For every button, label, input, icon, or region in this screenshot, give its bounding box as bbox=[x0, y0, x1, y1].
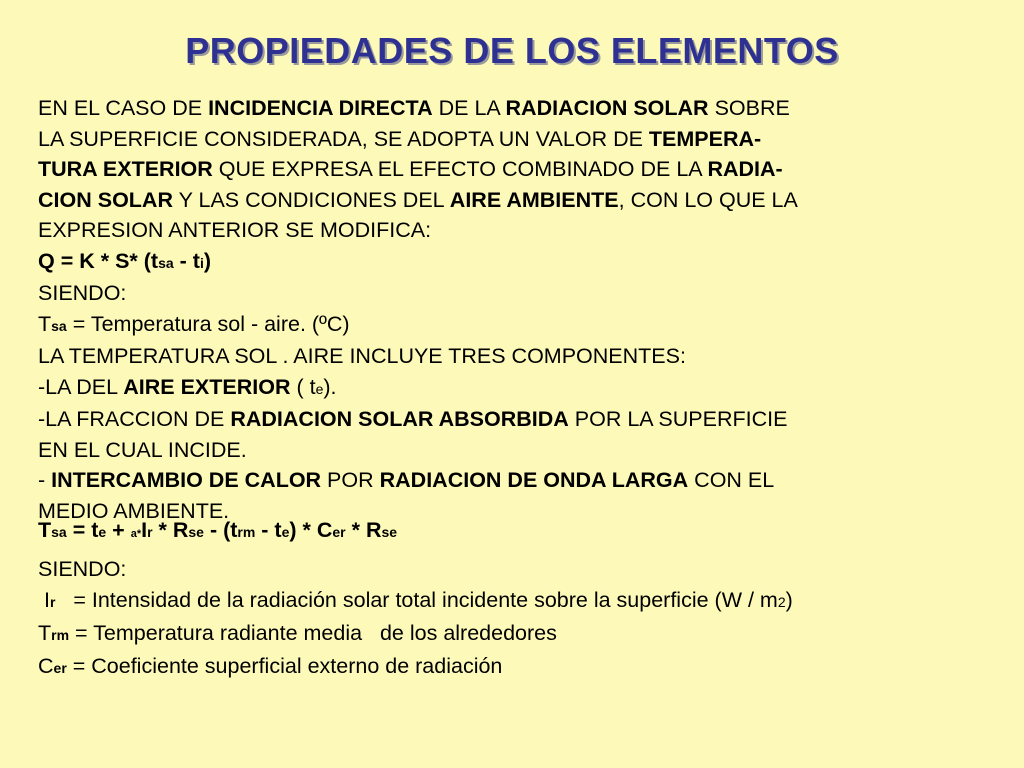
text: QUE EXPRESA EL EFECTO COMBINADO DE LA bbox=[212, 157, 708, 181]
formula-part: - t bbox=[255, 518, 282, 542]
formula-sub: i bbox=[199, 254, 204, 271]
text: ( t bbox=[290, 374, 316, 399]
symbol: T bbox=[38, 311, 52, 336]
bold-text: TURA EXTERIOR bbox=[38, 157, 213, 181]
paragraph-line-4 bbox=[38, 185, 998, 216]
formula-part: * R bbox=[152, 518, 189, 542]
text: POR LA SUPERFICIE bbox=[568, 407, 788, 431]
formula-tsa bbox=[38, 518, 397, 543]
bold-text: RADIACION DE ONDA LARGA bbox=[379, 468, 689, 492]
text: LA SUPERFICIE CONSIDERADA, SE ADOPTA UN VALOR DE bbox=[38, 126, 649, 151]
definition-text: = Intensidad de la radiación solar total incidente sobre la superficie (W / m bbox=[55, 588, 778, 612]
text: -LA FRACCION DE bbox=[38, 407, 231, 431]
definition-text: = Temperatura radiante media de los alrededores bbox=[69, 621, 557, 645]
formula-sub: a* bbox=[130, 528, 142, 540]
bold-text: AIRE EXTERIOR bbox=[123, 374, 291, 399]
bold-text: RADIA- bbox=[707, 157, 783, 181]
text: CON EL bbox=[688, 468, 775, 492]
bold-text: INCIDENCIA DIRECTA bbox=[208, 96, 433, 120]
symbol-sub: rm bbox=[51, 627, 70, 643]
bold-text: AIRE AMBIENTE bbox=[449, 187, 619, 212]
text: -LA DEL bbox=[38, 374, 124, 399]
formula-part: * R bbox=[345, 518, 382, 542]
components-intro: LA TEMPERATURA SOL . AIRE INCLUYE TRES COMPONENTES: bbox=[38, 344, 686, 368]
formula-sub: sa bbox=[158, 254, 174, 271]
siendo-label-2: SIENDO: bbox=[38, 557, 127, 581]
symbol: C bbox=[38, 654, 54, 678]
formula-q bbox=[38, 246, 998, 279]
bold-text: RADIACION SOLAR bbox=[505, 96, 709, 120]
text: SOBRE bbox=[708, 96, 790, 120]
formula-part: ) bbox=[203, 248, 211, 273]
main-text bbox=[38, 93, 998, 526]
formula-part: T bbox=[38, 518, 52, 542]
symbol-sub: r bbox=[49, 594, 56, 610]
siendo-label: SIENDO: bbox=[38, 281, 127, 305]
symbol-sub: e bbox=[315, 380, 324, 397]
paragraph-line-3 bbox=[38, 154, 998, 185]
symbol: T bbox=[38, 621, 52, 645]
symbol: I bbox=[38, 588, 50, 612]
bold-text: CION SOLAR bbox=[38, 187, 173, 212]
formula-part: - t bbox=[173, 248, 200, 273]
bold-text: TEMPERA- bbox=[648, 126, 762, 151]
formula-sub: er bbox=[332, 524, 346, 540]
ir-definition bbox=[38, 585, 998, 618]
formula-sub: se bbox=[188, 524, 204, 540]
component-3-cont: MEDIO AMBIENTE. bbox=[38, 498, 230, 523]
text: ). bbox=[323, 374, 337, 399]
symbol-sub: sa bbox=[51, 317, 67, 334]
bold-text: RADIACION SOLAR ABSORBIDA bbox=[230, 407, 569, 431]
text: EN EL CASO DE bbox=[38, 96, 209, 120]
formula-part: ) * C bbox=[289, 518, 333, 542]
definition-text: ) bbox=[785, 588, 793, 612]
trm-definition bbox=[38, 618, 998, 651]
formula-part: - (t bbox=[203, 518, 238, 542]
definition-text: = Temperatura sol - aire. (ºC) bbox=[66, 311, 350, 336]
component-2-cont: EN EL CUAL INCIDE. bbox=[38, 437, 247, 462]
paragraph-line-1 bbox=[38, 93, 998, 124]
formula-sub: rm bbox=[237, 524, 256, 540]
definitions bbox=[38, 554, 998, 684]
formula-sub: sa bbox=[51, 524, 67, 540]
symbol-sub: er bbox=[53, 660, 67, 676]
formula-sub: e bbox=[98, 524, 107, 540]
cer-definition bbox=[38, 651, 998, 684]
paragraph-line-5: EXPRESION ANTERIOR SE MODIFICA: bbox=[38, 218, 432, 242]
formula-sub: se bbox=[381, 524, 398, 540]
formula-part: + bbox=[106, 518, 131, 542]
component-3 bbox=[38, 465, 998, 496]
text: DE LA bbox=[432, 96, 506, 120]
formula-sub: r bbox=[147, 524, 153, 540]
component-1 bbox=[38, 372, 998, 405]
text: - bbox=[38, 468, 52, 492]
paragraph-line-2 bbox=[38, 124, 998, 155]
formula-sub: e bbox=[281, 524, 290, 540]
text: POR bbox=[321, 468, 380, 492]
text: Y LAS CONDICIONES DEL bbox=[172, 187, 450, 212]
bold-text: INTERCAMBIO DE CALOR bbox=[51, 468, 322, 492]
slide-title: PROPIEDADES DE LOS ELEMENTOS bbox=[185, 30, 839, 71]
text: , CON LO QUE LA bbox=[618, 187, 798, 212]
unit-sub: 2 bbox=[777, 594, 786, 610]
definition-text: = Coeficiente superficial externo de radiación bbox=[66, 654, 503, 678]
formula-part: Q = K * S* (t bbox=[38, 248, 159, 273]
tsa-definition bbox=[38, 309, 998, 342]
formula-part: = t bbox=[66, 518, 99, 542]
component-2 bbox=[38, 404, 998, 435]
formula-part: I bbox=[141, 518, 148, 542]
